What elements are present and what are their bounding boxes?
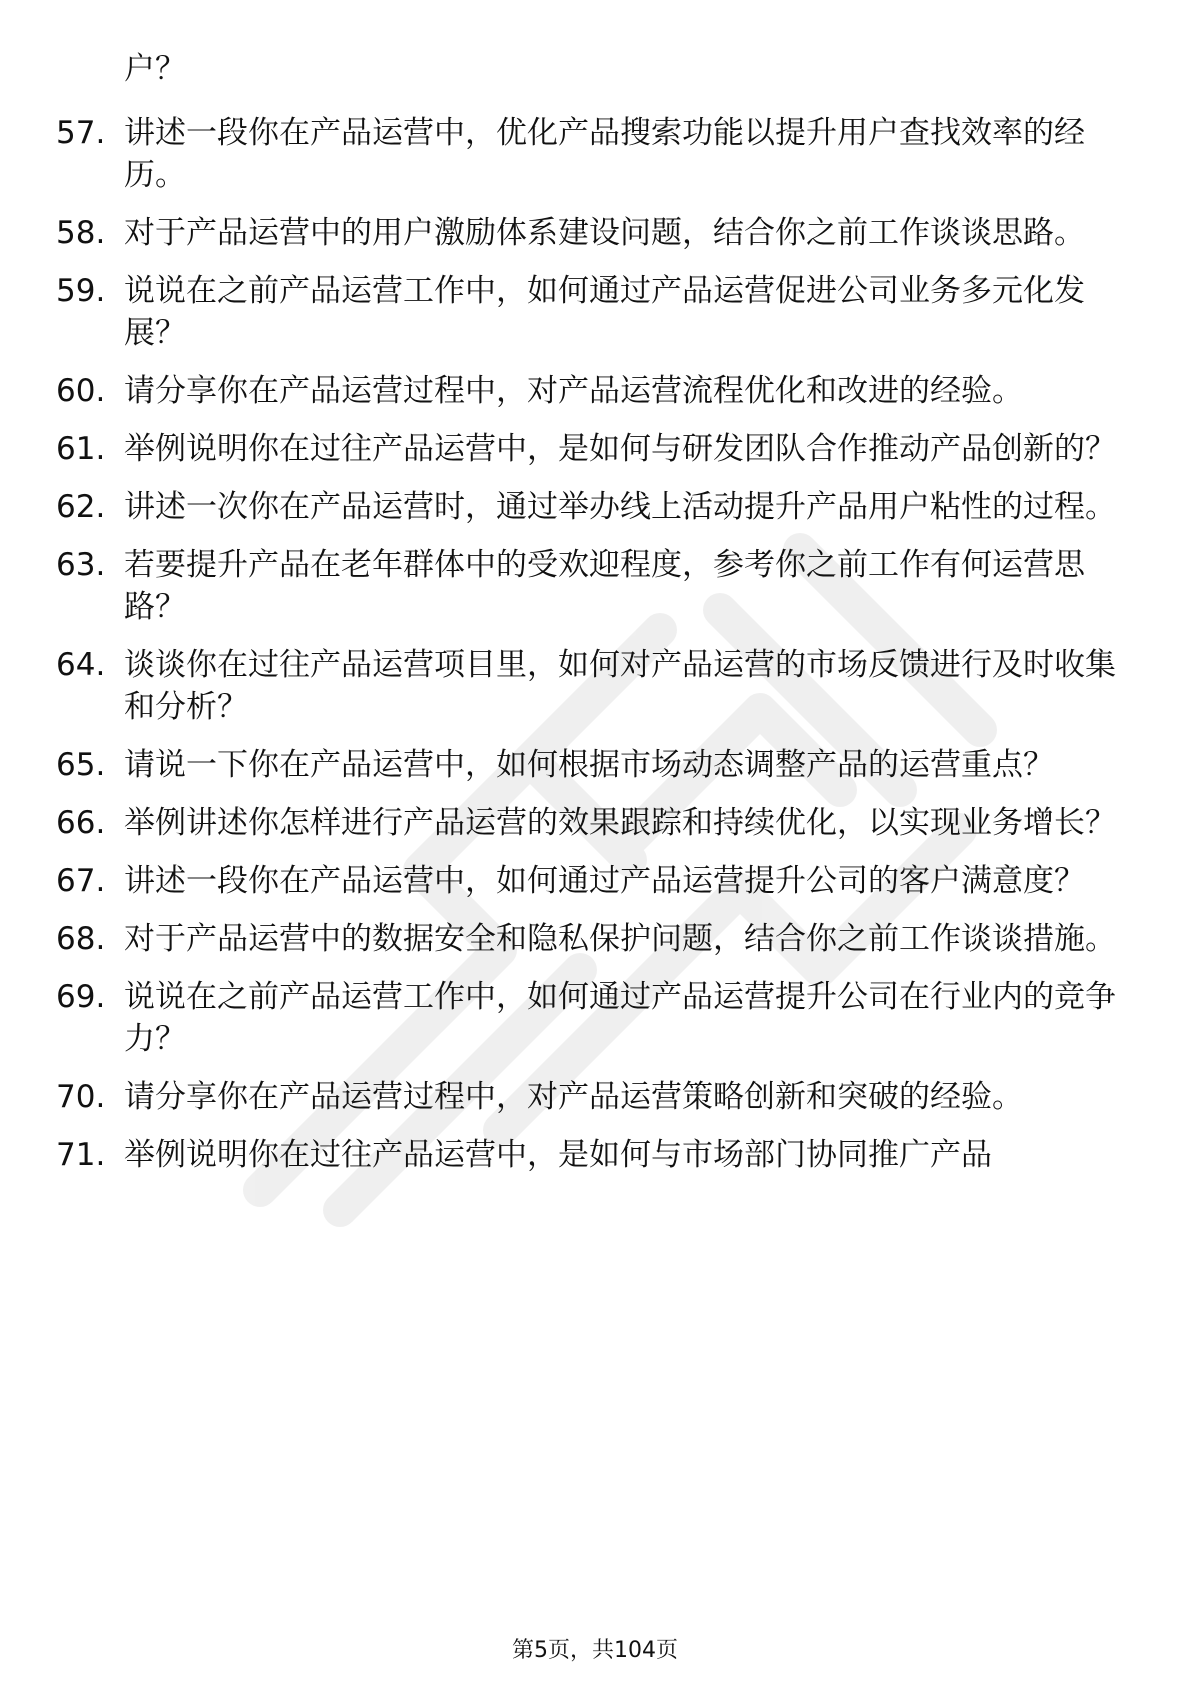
question-text: 谈谈你在过往产品运营项目里，如何对产品运营的市场反馈进行及时收集和分析？ <box>124 647 1116 725</box>
question-number: 62. <box>56 489 106 525</box>
question-text: 请分享你在产品运营过程中，对产品运营流程优化和改进的经验。 <box>124 373 1023 409</box>
question-item <box>56 486 1136 528</box>
question-text: 说说在之前产品运营工作中，如何通过产品运营促进公司业务多元化发展？ <box>124 273 1085 351</box>
question-text: 请说一下你在产品运营中，如何根据市场动态调整产品的运营重点？ <box>124 747 1054 783</box>
page-footer: 第5页，共104页 <box>512 1638 678 1663</box>
question-number: 64. <box>56 647 106 683</box>
question-item <box>56 370 1136 412</box>
question-item <box>56 744 1136 786</box>
question-number: 65. <box>56 747 106 783</box>
question-number: 63. <box>56 547 106 583</box>
question-item <box>56 918 1136 960</box>
continuation-text: 户？ <box>124 51 186 87</box>
question-item <box>56 212 1136 254</box>
question-item <box>56 428 1136 470</box>
question-number: 66. <box>56 805 106 841</box>
question-text: 举例说明你在过往产品运营中，是如何与研发团队合作推动产品创新的？ <box>124 431 1116 467</box>
question-text: 对于产品运营中的用户激励体系建设问题，结合你之前工作谈谈思路。 <box>124 215 1085 251</box>
question-text: 举例讲述你怎样进行产品运营的效果跟踪和持续优化，以实现业务增长？ <box>124 805 1116 841</box>
question-number: 61. <box>56 431 106 467</box>
question-item <box>56 1076 1136 1118</box>
question-item <box>56 976 1136 1060</box>
question-item <box>56 802 1136 844</box>
question-text: 讲述一次你在产品运营时，通过举办线上活动提升产品用户粘性的过程。 <box>124 489 1116 525</box>
question-number: 67. <box>56 863 106 899</box>
question-number: 69. <box>56 979 106 1015</box>
question-text: 对于产品运营中的数据安全和隐私保护问题，结合你之前工作谈谈措施。 <box>124 921 1116 957</box>
question-item <box>56 270 1136 354</box>
question-item <box>56 860 1136 902</box>
question-text: 若要提升产品在老年群体中的受欢迎程度，参考你之前工作有何运营思路？ <box>124 547 1085 625</box>
question-text: 请分享你在产品运营过程中，对产品运营策略创新和突破的经验。 <box>124 1079 1023 1115</box>
question-number: 71. <box>56 1137 106 1173</box>
question-number: 59. <box>56 273 106 309</box>
question-number: 70. <box>56 1079 106 1115</box>
question-item <box>56 112 1136 196</box>
question-number: 57. <box>56 115 106 151</box>
question-list <box>56 112 1136 1192</box>
question-text: 讲述一段你在产品运营中，如何通过产品运营提升公司的客户满意度？ <box>124 863 1085 899</box>
question-text: 举例说明你在过往产品运营中，是如何与市场部门协同推广产品 <box>124 1137 992 1173</box>
question-text: 说说在之前产品运营工作中，如何通过产品运营提升公司在行业内的竞争力？ <box>124 979 1116 1057</box>
question-item <box>56 544 1136 628</box>
question-number: 58. <box>56 215 106 251</box>
question-item <box>56 1134 1136 1176</box>
question-number: 60. <box>56 373 106 409</box>
question-number: 68. <box>56 921 106 957</box>
question-item <box>56 644 1136 728</box>
question-text: 讲述一段你在产品运营中，优化产品搜索功能以提升用户查找效率的经历。 <box>124 115 1085 193</box>
